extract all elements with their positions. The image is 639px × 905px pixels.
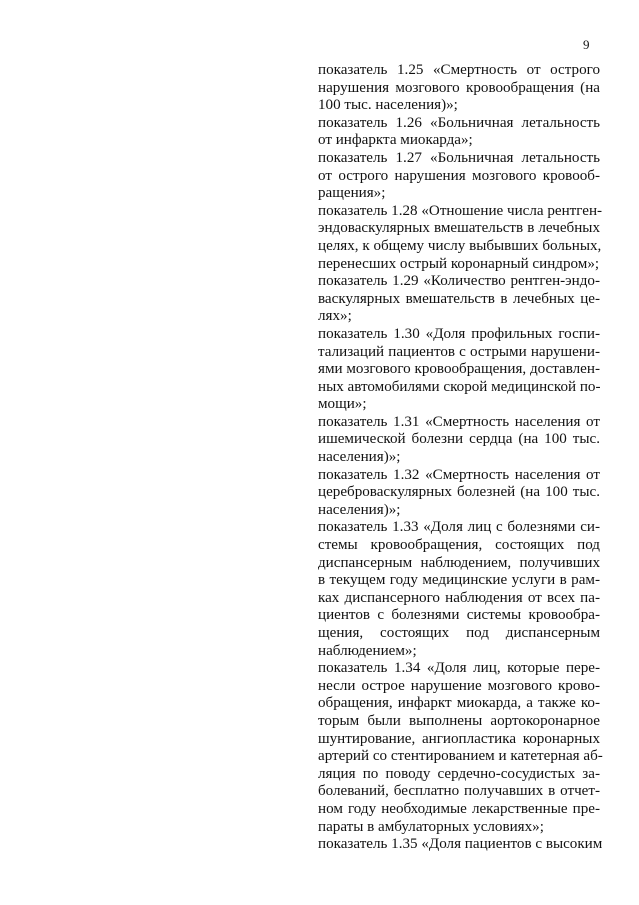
indicator-paragraph — [318, 62, 600, 115]
text-line: параты в амбулаторных условиях»; — [318, 818, 544, 835]
text-line: несли острое нарушение мозгового крово- — [318, 677, 600, 694]
text-line: васкулярных вмешательств в лечебных це- — [318, 290, 600, 307]
indicator-paragraph — [318, 414, 600, 467]
indicator-paragraph — [318, 660, 603, 836]
text-line: болеваний, бесплатно получавших в отчет- — [318, 783, 600, 800]
text-line: показатель 1.29 «Количество рентген-эндо- — [318, 273, 600, 290]
text-line: щения, состоящих под диспансерным — [318, 625, 600, 641]
text-line: показатель 1.31 «Смертность населения от — [318, 413, 600, 430]
indicator-paragraph — [318, 115, 600, 150]
text-line: показатель 1.30 «Доля профильных госпи- — [318, 325, 600, 342]
page-number: 9 — [583, 37, 590, 52]
text-line: от острого нарушения мозгового кровооб- — [318, 167, 600, 184]
indicator-paragraph — [318, 150, 600, 203]
indicator-paragraph — [318, 467, 600, 520]
indicator-paragraph — [318, 326, 600, 414]
text-line: артерий со стентированием и катетерная аб- — [318, 748, 603, 765]
text-line: показатель 1.28 «Отношение числа рентген- — [318, 202, 603, 219]
text-line: ишемической болезни сердца (на 100 тыс. — [318, 431, 600, 448]
text-line: лях»; — [318, 308, 352, 325]
indicator-paragraph — [318, 273, 600, 326]
document-body — [318, 62, 603, 854]
text-line: нарушения мозгового кровообращения (на — [318, 79, 600, 96]
text-line: ями мозгового кровообращения, доставлен- — [318, 361, 600, 378]
text-line: показатель 1.34 «Доля лиц, которые пере- — [318, 660, 600, 677]
text-line: от инфаркта миокарда»; — [318, 132, 473, 149]
text-line: показатель 1.25 «Смертность от острого — [318, 62, 600, 78]
text-line: диспансерным наблюдением, получивших — [318, 554, 600, 571]
text-line: мощи»; — [318, 396, 367, 413]
text-line: ках диспансерного наблюдения от всех па- — [318, 589, 600, 606]
text-line: перенесших острый коронарный синдром»; — [318, 255, 600, 272]
text-line: целях, к общему числу выбывших больных, — [318, 237, 602, 254]
text-line: населения)»; — [318, 449, 401, 466]
text-line: населения)»; — [318, 501, 401, 518]
text-line: торым были выполнены аортокоронарное — [318, 712, 600, 729]
indicator-paragraph — [318, 836, 603, 854]
text-line: показатель 1.35 «Доля пациентов с высоким — [318, 836, 603, 853]
text-line: показатель 1.32 «Смертность населения от — [318, 466, 600, 483]
text-line: показатель 1.33 «Доля лиц с болезнями си- — [318, 519, 600, 536]
text-line: ных автомобилями скорой медицинской по- — [318, 378, 601, 395]
text-line: обращения, инфаркт миокарда, а также ко- — [318, 695, 600, 712]
indicator-paragraph — [318, 519, 600, 660]
text-line: 100 тыс. населения)»; — [318, 97, 458, 114]
text-line: ращения»; — [318, 185, 386, 202]
text-line: циентов с болезнями системы кровообра- — [318, 607, 600, 624]
text-line: ном году необходимые лекарственные пре- — [318, 800, 600, 817]
text-line: стемы кровообращения, состоящих под — [318, 537, 600, 554]
text-line: ляция по поводу сердечно-сосудистых за- — [318, 765, 600, 782]
text-line: в текущем году медицинские услуги в рам- — [318, 572, 600, 589]
indicator-paragraph — [318, 202, 603, 273]
text-line: тализаций пациентов с острыми нарушени- — [318, 343, 600, 360]
text-line: наблюдением»; — [318, 642, 417, 659]
text-line: показатель 1.27 «Больничная летальность — [318, 149, 600, 166]
text-line: эндоваскулярных вмешательств в лечебных — [318, 220, 600, 237]
text-line: шунтирование, ангиопластика коронарных — [318, 730, 600, 747]
text-line: показатель 1.26 «Больничная летальность — [318, 114, 600, 131]
text-line: цереброваскулярных болезней (на 100 тыс. — [318, 484, 600, 501]
